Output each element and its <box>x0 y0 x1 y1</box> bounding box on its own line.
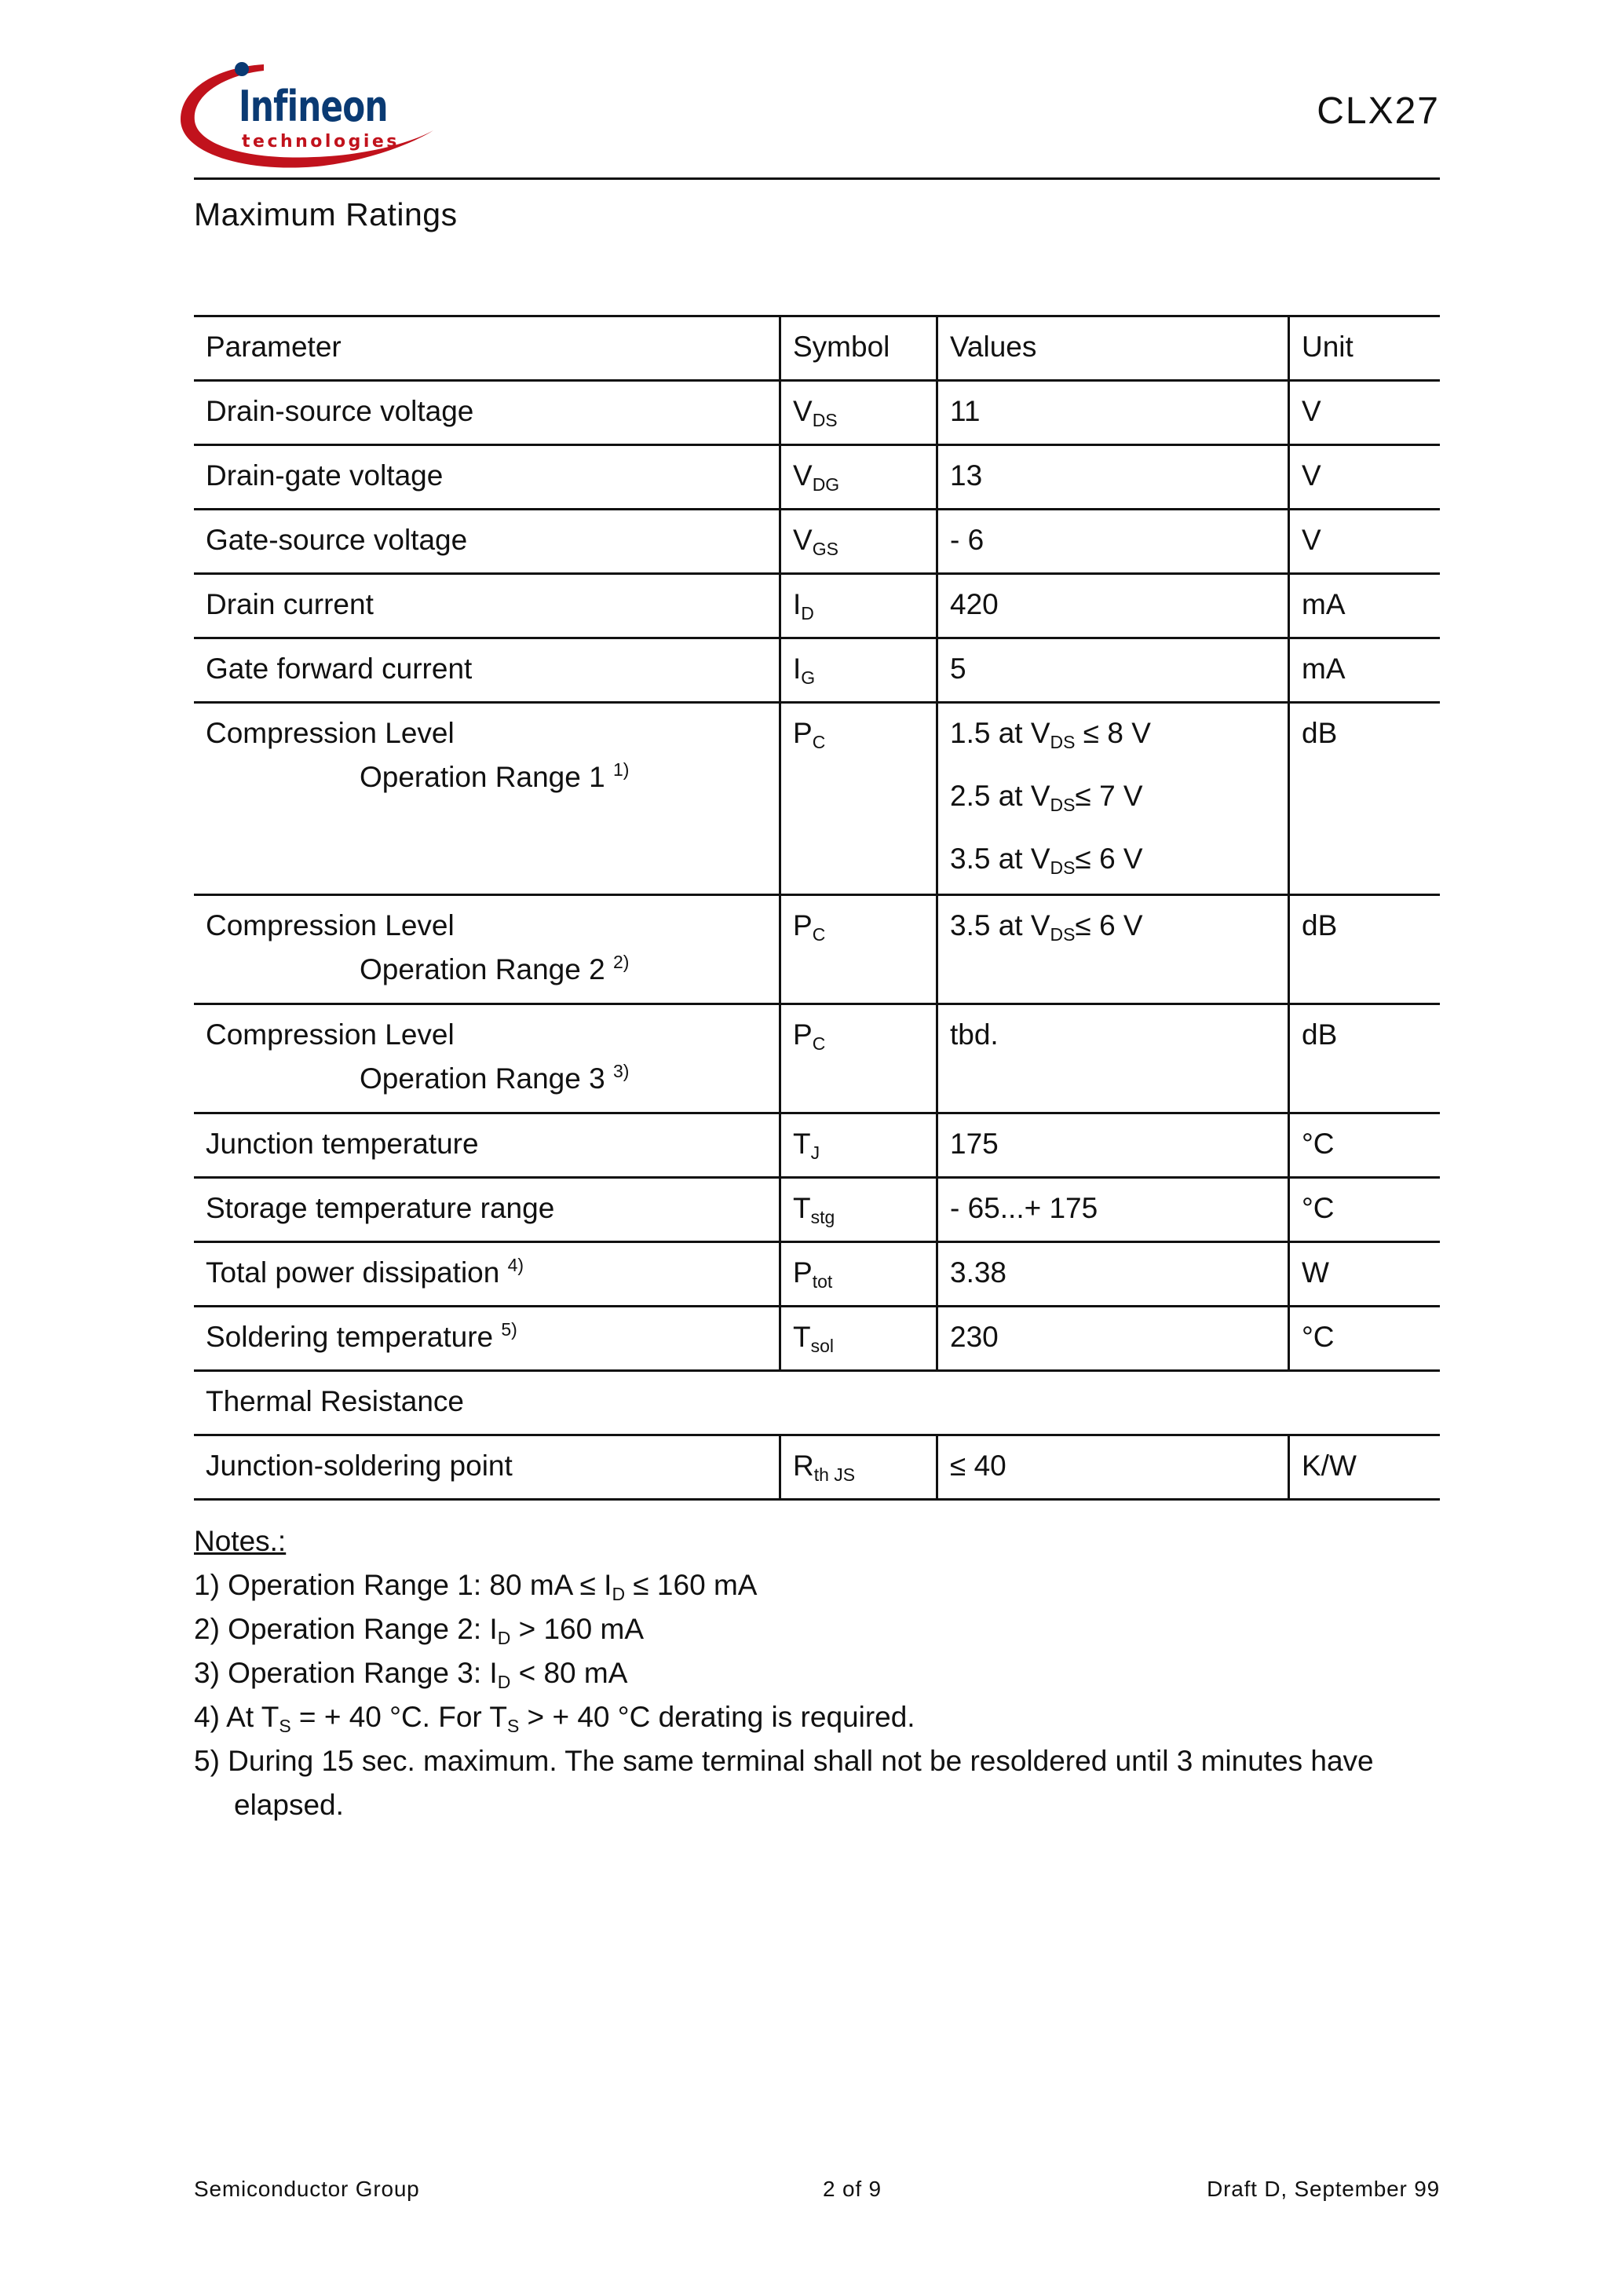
value-sub: DS <box>1050 857 1076 878</box>
symbol-sub: C <box>812 924 826 945</box>
symbol-cell <box>780 1307 937 1371</box>
param-label: Compression Level <box>206 909 455 941</box>
section-title: Maximum Ratings <box>194 196 458 232</box>
symbol-sub: DG <box>812 474 840 495</box>
param-cell: Drain-source voltage <box>194 381 780 445</box>
param-sublabel <box>206 952 779 987</box>
value-sub: DS <box>1050 924 1076 945</box>
value-text: 2.5 at V <box>950 780 1050 812</box>
value-text: ≤ 6 V <box>1075 909 1143 941</box>
param-label: Compression Level <box>206 1018 455 1051</box>
page-number: 2 of 9 <box>823 2177 882 2201</box>
sub-param-text: Operation Range 3 <box>360 1062 605 1095</box>
value-cell <box>937 703 1289 895</box>
table-row <box>194 1435 1440 1500</box>
note-4 <box>194 1695 1374 1739</box>
unit-cell: dB <box>1289 895 1441 1004</box>
note-text: = + 40 °C. For T <box>290 1701 507 1733</box>
value-sub: DS <box>1050 732 1076 752</box>
value-line <box>950 779 1288 813</box>
note-3 <box>194 1651 1374 1695</box>
value-sub: DS <box>1050 795 1076 815</box>
value-cell <box>937 895 1289 1004</box>
table-row <box>194 703 1440 895</box>
symbol: T <box>793 1321 811 1353</box>
symbol-cell <box>780 1242 937 1307</box>
table-row <box>194 510 1440 574</box>
param-cell <box>194 1242 780 1307</box>
param-cell <box>194 1307 780 1371</box>
unit-cell: °C <box>1289 1307 1441 1371</box>
note-text: 4) At T <box>194 1701 279 1733</box>
footer-left: Semiconductor Group <box>194 2177 420 2201</box>
param-cell: Drain current <box>194 574 780 638</box>
unit-cell: K/W <box>1289 1435 1441 1500</box>
note-sub: S <box>279 1716 291 1736</box>
value-cell: ≤ 40 <box>937 1435 1289 1500</box>
value-text: ≤ 6 V <box>1075 843 1143 875</box>
note-text: > 160 mA <box>510 1613 644 1645</box>
symbol-sub: C <box>812 1033 826 1054</box>
note-1 <box>194 1563 1374 1607</box>
ratings-table <box>194 315 1440 1501</box>
unit-cell: mA <box>1289 574 1441 638</box>
symbol: I <box>793 588 802 620</box>
param-cell <box>194 1004 780 1113</box>
symbol: P <box>793 1256 813 1289</box>
symbol-sub: G <box>801 667 816 688</box>
symbol-cell <box>780 1113 937 1178</box>
footer-right: Draft D, September 99 <box>1207 2177 1440 2201</box>
symbol: P <box>793 1018 813 1051</box>
param-cell <box>194 1113 780 1178</box>
table-row <box>194 381 1440 445</box>
symbol-sub: GS <box>812 539 838 559</box>
symbol-sub: J <box>810 1143 820 1163</box>
symbol: V <box>793 395 813 427</box>
table-row <box>194 445 1440 510</box>
symbol-cell <box>780 703 937 895</box>
note-sub: D <box>497 1672 511 1692</box>
table-row <box>194 1113 1440 1178</box>
symbol: V <box>793 459 813 492</box>
note-text: < 80 mA <box>510 1657 628 1689</box>
unit-cell: V <box>1289 381 1441 445</box>
value-text: ≤ 7 V <box>1075 780 1143 812</box>
value-cell: tbd. <box>937 1004 1289 1113</box>
table-row <box>194 574 1440 638</box>
param-sublabel <box>206 1062 779 1096</box>
param-label: Compression Level <box>206 717 455 749</box>
symbol-sub: tot <box>812 1271 833 1292</box>
value-cell: 230 <box>937 1307 1289 1371</box>
value-cell: 5 <box>937 638 1289 703</box>
note-text: ≤ 160 mA <box>625 1569 758 1601</box>
note-text: 1) Operation Range 1: 80 mA ≤ I <box>194 1569 612 1601</box>
param-label: Soldering temperature <box>206 1321 494 1353</box>
value-text: ≤ 8 V <box>1075 717 1151 749</box>
header-cell: Unit <box>1289 316 1441 381</box>
table-row <box>194 1004 1440 1113</box>
thermal-section-title: Thermal Resistance <box>194 1371 1440 1435</box>
param-cell <box>194 703 780 895</box>
param-sublabel <box>206 760 779 795</box>
header-divider <box>194 177 1440 180</box>
value-line <box>950 842 1288 876</box>
header-cell: Values <box>937 316 1289 381</box>
logo-wordmark: Infineon <box>239 82 388 131</box>
header-cell: Parameter <box>194 316 780 381</box>
symbol-cell <box>780 574 937 638</box>
unit-cell: W <box>1289 1242 1441 1307</box>
table-row <box>194 638 1440 703</box>
sub-param-text: Operation Range 2 <box>360 953 605 985</box>
value-text: 3.5 at V <box>950 909 1050 941</box>
symbol-cell <box>780 638 937 703</box>
table-row <box>194 1178 1440 1242</box>
value-line <box>950 716 1288 751</box>
table-row <box>194 1307 1440 1371</box>
note-sub: S <box>506 1716 520 1736</box>
symbol: I <box>793 653 802 685</box>
symbol-cell <box>780 895 937 1004</box>
symbol-cell <box>780 1004 937 1113</box>
unit-cell: V <box>1289 445 1441 510</box>
footnote-ref: 4) <box>507 1255 524 1275</box>
unit-cell: °C <box>1289 1178 1441 1242</box>
symbol-sub: D <box>801 603 814 623</box>
symbol: V <box>793 524 813 556</box>
logo-subtext: technologies <box>242 132 400 152</box>
footnote-ref: 5) <box>501 1319 517 1340</box>
unit-cell: dB <box>1289 703 1441 895</box>
value-text: 1.5 at V <box>950 717 1050 749</box>
value-cell: - 6 <box>937 510 1289 574</box>
symbol-sub: stg <box>810 1207 835 1227</box>
symbol-cell <box>780 381 937 445</box>
value-cell: 11 <box>937 381 1289 445</box>
symbol-sub: DS <box>812 410 838 430</box>
value-cell: 175 <box>937 1113 1289 1178</box>
note-sub: D <box>612 1584 626 1604</box>
table-row <box>194 895 1440 1004</box>
notes-section <box>194 1519 1374 1827</box>
value-cell: - 65...+ 175 <box>937 1178 1289 1242</box>
symbol-cell <box>780 445 937 510</box>
symbol: T <box>793 1128 811 1160</box>
param-cell <box>194 895 780 1004</box>
footnote-ref: 1) <box>612 759 630 780</box>
symbol: P <box>793 909 813 941</box>
value-text: 3.5 at V <box>950 843 1050 875</box>
note-text: > + 40 °C derating is required. <box>519 1701 915 1733</box>
document-id: CLX27 <box>1317 90 1440 132</box>
symbol: R <box>793 1450 814 1482</box>
symbol-sub: C <box>812 732 826 752</box>
symbol-cell <box>780 1178 937 1242</box>
sub-param-text: Operation Range 1 <box>360 761 605 793</box>
symbol-cell <box>780 510 937 574</box>
section-row <box>194 1371 1440 1435</box>
param-cell <box>194 1178 780 1242</box>
footnote-ref: 3) <box>612 1061 630 1081</box>
param-label: Total power dissipation <box>206 1256 500 1289</box>
note-2 <box>194 1607 1374 1651</box>
table-header-row <box>194 316 1440 381</box>
notes-title: Notes.: <box>194 1525 287 1557</box>
footnote-ref: 2) <box>612 952 630 972</box>
param-cell: Junction-soldering point <box>194 1435 780 1500</box>
param-cell: Gate-source voltage <box>194 510 780 574</box>
symbol-cell <box>780 1435 937 1500</box>
symbol-sub: th JS <box>813 1464 856 1485</box>
note-text: 2) Operation Range 2: I <box>194 1613 498 1645</box>
param-label: Junction temperature <box>206 1128 479 1160</box>
value-cell: 13 <box>937 445 1289 510</box>
param-label: Storage temperature range <box>206 1192 555 1224</box>
header-cell: Symbol <box>780 316 937 381</box>
param-cell: Drain-gate voltage <box>194 445 780 510</box>
unit-cell: V <box>1289 510 1441 574</box>
param-cell: Gate forward current <box>194 638 780 703</box>
symbol: P <box>793 717 813 749</box>
symbol-sub: sol <box>810 1336 835 1356</box>
note-sub: D <box>497 1628 511 1648</box>
unit-cell: dB <box>1289 1004 1441 1113</box>
unit-cell: °C <box>1289 1113 1441 1178</box>
note-5: 5) During 15 sec. maximum. The same terminal shall not be resoldered until 3 minutes have <box>194 1745 1374 1777</box>
company-logo <box>176 58 443 184</box>
note-text: 3) Operation Range 3: I <box>194 1657 498 1689</box>
value-cell: 3.38 <box>937 1242 1289 1307</box>
symbol: T <box>793 1192 811 1224</box>
value-cell: 420 <box>937 574 1289 638</box>
note-5-continuation: elapsed. <box>234 1789 344 1821</box>
table-row <box>194 1242 1440 1307</box>
unit-cell: mA <box>1289 638 1441 703</box>
